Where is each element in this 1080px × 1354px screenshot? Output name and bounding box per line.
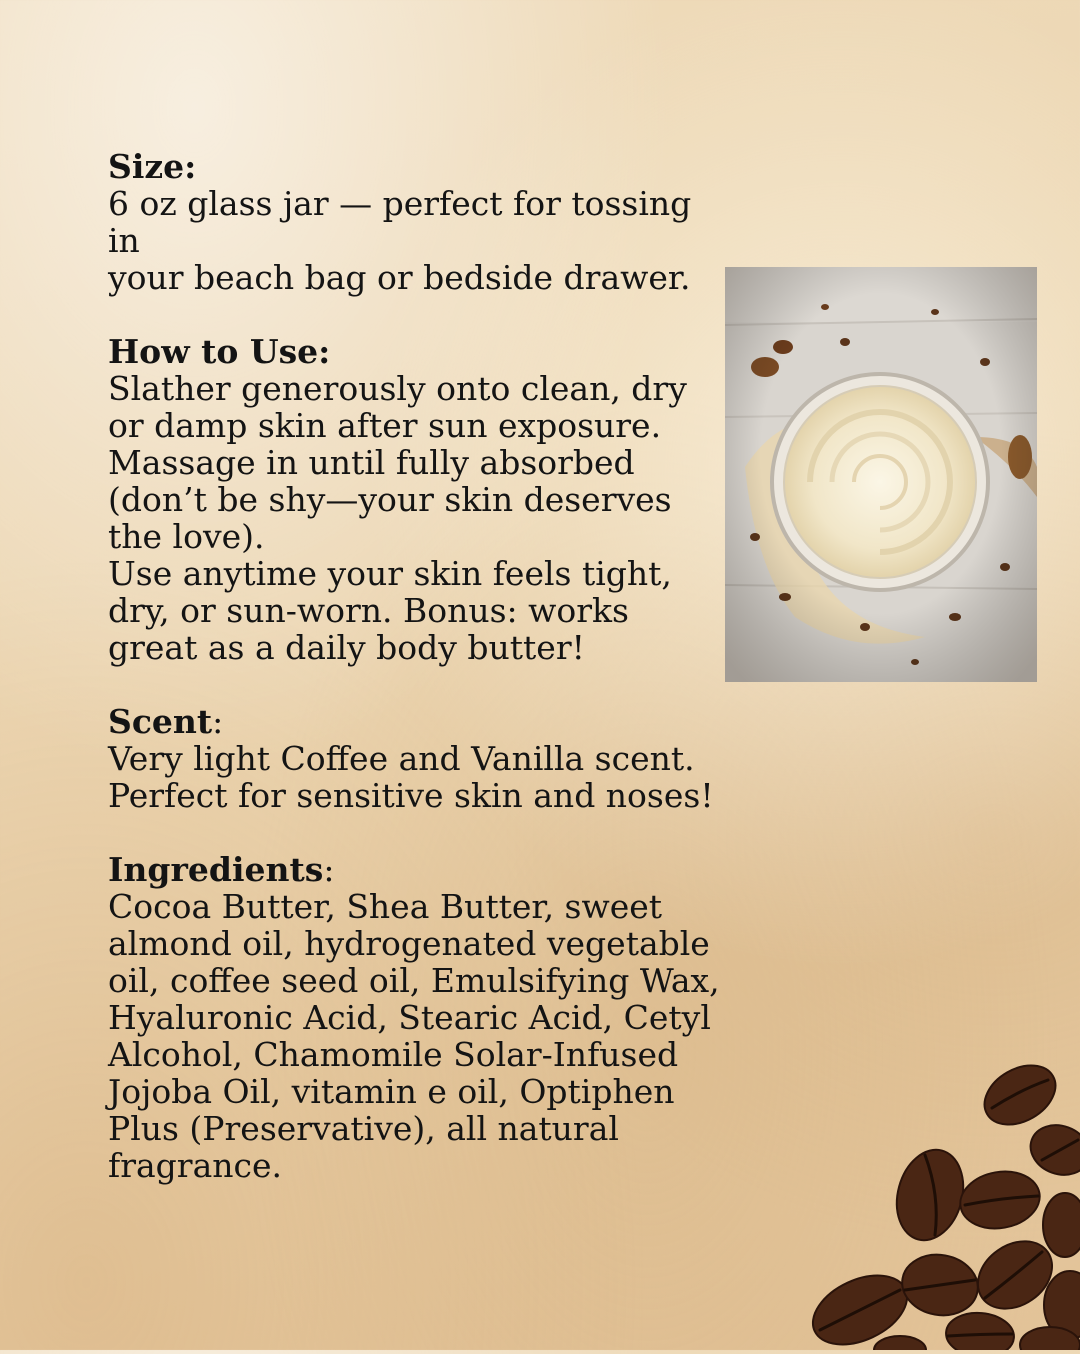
size-heading: Size:: [108, 147, 197, 186]
product-info: [108, 148, 728, 1184]
size-section: [108, 148, 728, 296]
scent-section: [108, 703, 728, 814]
ingredients-text: Cocoa Butter, Shea Butter, sweet almond oil, hydrogenated vegetable oil, coffee seed oil, Emulsifying Wax, Hyaluronic Acid, Stearic Acid, Cetyl Alcohol, Chamomile Solar-Infused Jojoba Oil, vitamin e oil, Optiphen Plus (Preservative), all natural fragrance.: [108, 887, 720, 1185]
how-to-use-section: [108, 333, 728, 666]
ingredients-section: [108, 851, 728, 1184]
product-photo: [725, 267, 1037, 682]
coffee-beans-decoration: [780, 1040, 1080, 1350]
size-text: 6 oz glass jar — perfect for tossing in your beach bag or bedside drawer.: [108, 184, 692, 297]
how-to-use-text: Slather generously onto clean, dry or damp skin after sun exposure. Massage in until fully absorbed (don’t be shy—your skin deserves the love). Use anytime your skin feels tight, dry, or sun-worn. Bonus: works great as a daily body butter!: [108, 369, 687, 667]
ingredients-heading: Ingredients:: [108, 850, 335, 889]
scent-text: Very light Coffee and Vanilla scent. Perfect for sensitive skin and noses!: [108, 739, 714, 815]
scent-heading: Scent:: [108, 702, 224, 741]
how-to-use-heading: How to Use:: [108, 332, 331, 371]
